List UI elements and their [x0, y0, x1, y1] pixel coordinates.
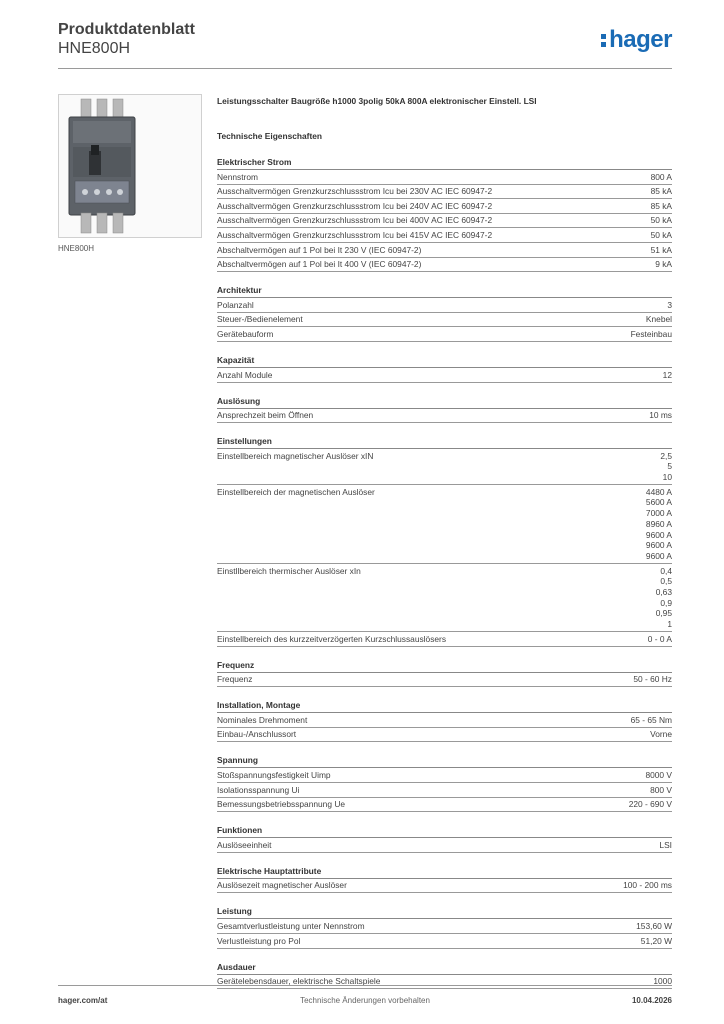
- property-label: Frequenz: [217, 674, 253, 685]
- section-title: Ausdauer: [217, 962, 672, 975]
- property-label: Ausschaltvermögen Grenzkurzschlussstrom Icu bei 230V AC IEC 60947-2: [217, 186, 493, 197]
- property-value: 65 - 65 Nm: [630, 714, 672, 725]
- property-label: Verlustleistung pro Pol: [217, 935, 301, 946]
- property-label: Bemessungsbetriebsspannung Ue: [217, 799, 346, 810]
- property-label: Einstellbereich des kurzzeitverzögerten Kurzschlussauslösers: [217, 633, 447, 644]
- property-value: 8960 A: [645, 518, 672, 529]
- table-row: [217, 564, 672, 632]
- section-title: Funktionen: [217, 825, 672, 838]
- image-caption: HNE800H: [58, 244, 95, 253]
- property-label: Nennstrom: [217, 171, 258, 182]
- property-value: 9 kA: [655, 259, 672, 270]
- footer-website[interactable]: hager.com/at: [58, 996, 108, 1005]
- section: [217, 755, 672, 812]
- table-row: [217, 485, 672, 564]
- property-values: [651, 186, 672, 197]
- property-value: 800 V: [650, 784, 672, 795]
- property-label: Auslösezeit magnetischer Auslöser: [217, 880, 347, 891]
- table-row: [217, 798, 672, 813]
- footer-date: 10.04.2026: [631, 996, 672, 1005]
- property-value: 7000 A: [645, 508, 672, 519]
- property-label: Nominales Drehmoment: [217, 714, 308, 725]
- table-row: [217, 975, 672, 990]
- page-header: [58, 20, 672, 64]
- circuit-breaker-image: [59, 95, 201, 237]
- header-divider: [58, 68, 672, 69]
- property-values: [649, 410, 672, 421]
- property-value: 85 kA: [650, 200, 672, 211]
- document-title: Produktdatenblatt: [58, 21, 195, 38]
- property-values: [641, 936, 672, 947]
- section: [217, 436, 672, 647]
- property-label: Anzahl Module: [217, 369, 273, 380]
- section: [217, 906, 672, 948]
- property-values: [660, 451, 672, 483]
- table-row: [217, 838, 672, 853]
- document-subtitle: HNE800H: [58, 40, 131, 57]
- property-label: Polanzahl: [217, 299, 254, 310]
- property-values: [667, 300, 672, 311]
- property-value: 0 - 0 A: [647, 633, 672, 644]
- section: [217, 825, 672, 853]
- property-label: Einstellbereich der magnetischen Auslöser: [217, 486, 375, 497]
- property-values: [633, 674, 672, 685]
- sections-container: [217, 157, 672, 989]
- section: [217, 660, 672, 688]
- property-values: [648, 634, 672, 645]
- property-value: 51 kA: [650, 244, 672, 255]
- table-row: [217, 327, 672, 342]
- table-row: [217, 368, 672, 383]
- property-value: 0,5: [660, 576, 672, 587]
- property-values: [646, 314, 672, 325]
- footer-divider: [58, 985, 672, 986]
- property-values: [651, 245, 672, 256]
- properties-title: Technische Eigenschaften: [217, 131, 323, 141]
- section-title: Frequenz: [217, 660, 672, 673]
- property-label: Einbau-/Anschlussort: [217, 729, 297, 740]
- table-row: [217, 170, 672, 185]
- table-row: [217, 199, 672, 214]
- section: [217, 700, 672, 742]
- content-area: [217, 96, 672, 1002]
- property-value: Festeinbau: [630, 328, 672, 339]
- property-value: 9600 A: [645, 550, 672, 561]
- property-value: 8000 V: [645, 770, 672, 781]
- property-label: Ausschaltvermögen Grenzkurzschlussstrom Icu bei 240V AC IEC 60947-2: [217, 200, 493, 211]
- property-value: 0,4: [660, 565, 672, 576]
- property-label: Steuer-/Bedienelement: [217, 314, 303, 325]
- table-row: [217, 228, 672, 243]
- product-description: Leistungsschalter Baugröße h1000 3polig 50kA 800A elektronischer Einstell. LSI: [217, 96, 537, 106]
- property-values: [656, 566, 672, 630]
- property-value: 10: [662, 472, 672, 483]
- logo-text: hager: [609, 26, 672, 53]
- property-value: 50 - 60 Hz: [633, 674, 672, 685]
- section-title: Installation, Montage: [217, 700, 672, 713]
- section-title: Leistung: [217, 906, 672, 919]
- section: [217, 157, 672, 272]
- property-label: Gerätelebensdauer, elektrische Schaltspiele: [217, 976, 381, 987]
- property-values: [631, 329, 672, 340]
- property-label: Isolationsspannung Ui: [217, 784, 300, 795]
- table-row: [217, 632, 672, 647]
- property-value: 1: [667, 619, 672, 630]
- property-values: [651, 172, 672, 183]
- property-values: [650, 785, 672, 796]
- table-row: [217, 713, 672, 728]
- property-value: 50 kA: [650, 229, 672, 240]
- property-values: [651, 201, 672, 212]
- property-label: Auslöseeinheit: [217, 839, 272, 850]
- table-row: [217, 185, 672, 200]
- section-title: Elektrische Hauptattribute: [217, 866, 672, 879]
- property-value: 10 ms: [649, 410, 672, 421]
- table-row: [217, 768, 672, 783]
- section: [217, 396, 672, 424]
- property-value: 4480 A: [645, 486, 672, 497]
- section-title: Einstellungen: [217, 436, 672, 449]
- table-row: [217, 934, 672, 949]
- property-value: 220 - 690 V: [628, 799, 672, 810]
- property-values: [655, 259, 672, 270]
- property-values: [651, 230, 672, 241]
- property-label: Stoßspannungsfestigkeit Uimp: [217, 770, 331, 781]
- property-value: 153,60 W: [636, 920, 672, 931]
- property-value: 0,9: [660, 597, 672, 608]
- property-value: 5600 A: [645, 497, 672, 508]
- table-row: [217, 243, 672, 258]
- table-row: [217, 313, 672, 328]
- table-row: [217, 258, 672, 273]
- table-row: [217, 298, 672, 313]
- table-row: [217, 409, 672, 424]
- property-value: Vorne: [650, 729, 672, 740]
- property-label: Ausschaltvermögen Grenzkurzschlussstrom Icu bei 400V AC IEC 60947-2: [217, 215, 493, 226]
- logo-dots-icon: [601, 31, 606, 50]
- property-value: 5: [667, 461, 672, 472]
- table-row: [217, 673, 672, 688]
- property-value: 9600 A: [645, 540, 672, 551]
- property-value: 3: [667, 299, 672, 310]
- property-value: LSI: [659, 839, 672, 850]
- property-label: Ansprechzeit beim Öffnen: [217, 410, 314, 421]
- table-row: [217, 879, 672, 894]
- table-row: [217, 214, 672, 229]
- property-values: [659, 840, 672, 851]
- property-values: [636, 921, 672, 932]
- property-values: [623, 880, 672, 891]
- property-value: Knebel: [645, 314, 672, 325]
- property-label: Einstllbereich thermischer Auslöser xIn: [217, 565, 361, 576]
- property-value: 85 kA: [650, 186, 672, 197]
- property-values: [651, 215, 672, 226]
- property-value: 1000: [653, 976, 672, 987]
- property-values: [650, 729, 672, 740]
- property-values: [663, 370, 672, 381]
- property-value: 0,95: [655, 608, 672, 619]
- product-image: [58, 94, 202, 238]
- property-values: [629, 799, 672, 810]
- property-label: Gerätebauform: [217, 328, 274, 339]
- section-title: Architektur: [217, 285, 672, 298]
- property-values: [645, 770, 672, 781]
- property-values: [631, 715, 672, 726]
- property-label: Ausschaltvermögen Grenzkurzschlussstrom Icu bei 415V AC IEC 60947-2: [217, 229, 493, 240]
- property-label: Abschaltvermögen auf 1 Pol bei It 230 V (IEC 60947-2): [217, 244, 422, 255]
- property-value: 100 - 200 ms: [623, 880, 672, 891]
- footer-disclaimer: Technische Änderungen vorbehalten: [300, 996, 430, 1005]
- table-row: [217, 728, 672, 743]
- section-title: Kapazität: [217, 355, 672, 368]
- table-row: [217, 783, 672, 798]
- section: [217, 285, 672, 342]
- property-value: 9600 A: [645, 529, 672, 540]
- hager-logo: [601, 26, 672, 54]
- property-value: 800 A: [650, 171, 672, 182]
- property-value: 51,20 W: [640, 935, 672, 946]
- section-title: Elektrischer Strom: [217, 157, 672, 170]
- section: [217, 355, 672, 383]
- section-title: Spannung: [217, 755, 672, 768]
- table-row: [217, 919, 672, 934]
- property-label: Einstellbereich magnetischer Auslöser xIN: [217, 450, 374, 461]
- property-value: 50 kA: [650, 215, 672, 226]
- table-row: [217, 449, 672, 485]
- property-label: Gesamtverlustleistung unter Nennstrom: [217, 920, 365, 931]
- section-title: Auslösung: [217, 396, 672, 409]
- property-label: Abschaltvermögen auf 1 Pol bei It 400 V (IEC 60947-2): [217, 259, 422, 270]
- property-value: 12: [662, 369, 672, 380]
- section: [217, 866, 672, 894]
- property-value: 0,63: [655, 586, 672, 597]
- property-value: 2,5: [660, 450, 672, 461]
- property-values: [646, 487, 672, 562]
